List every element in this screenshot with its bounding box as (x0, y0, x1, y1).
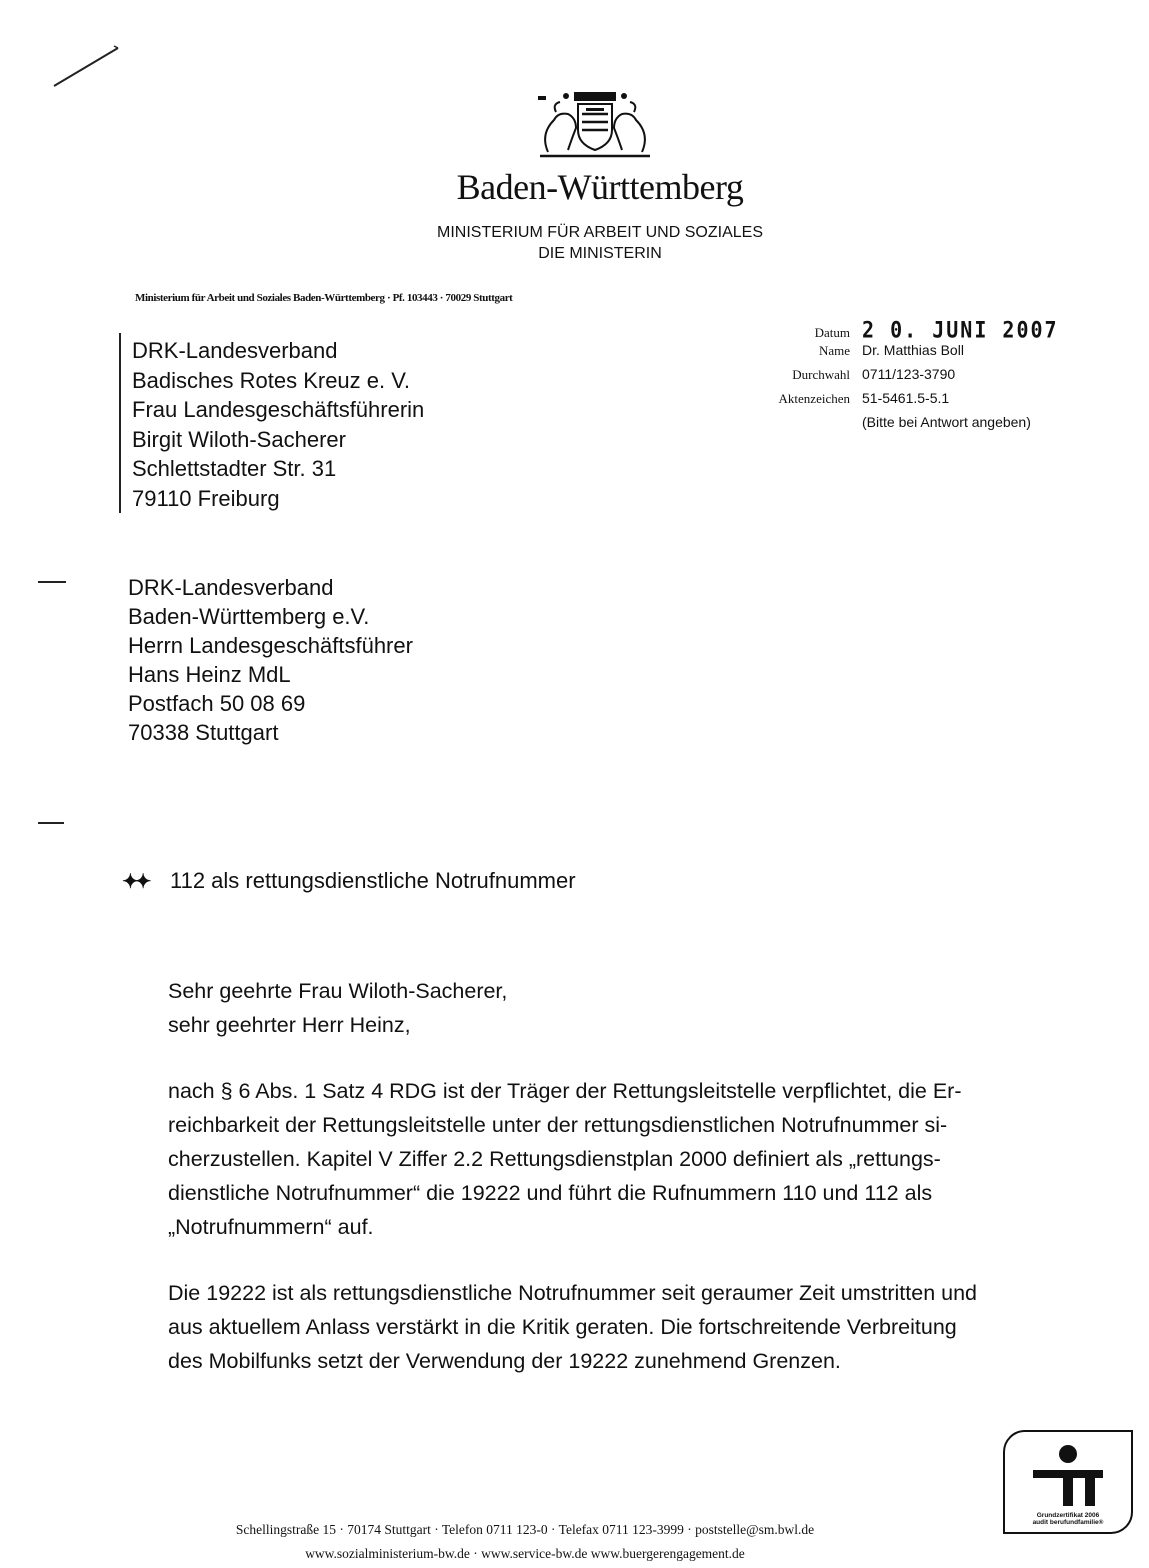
phone-value: 0711/123-3790 (862, 366, 956, 382)
text-line: reichbarkeit der Rettungsleitstelle unter der rettungsdienstlichen Notrufnummer si- (168, 1113, 948, 1137)
date-row (720, 318, 1120, 342)
text-line: cherzustellen. Kapitel V Ziffer 2.2 Rettungsdienstplan 2000 definiert als „rettungs- (168, 1147, 941, 1171)
name-value: Dr. Matthias Boll (862, 342, 964, 358)
address-line: Postfach 50 08 69 (128, 691, 306, 716)
address-line: 70338 Stuttgart (128, 720, 279, 745)
certificate-caption (1009, 1512, 1127, 1526)
audit-certificate-logo (1003, 1430, 1133, 1534)
address-line: Herrn Landesgeschäftsführer (128, 633, 413, 658)
return-address: Ministerium für Arbeit und Soziales Baden-Württemberg · Pf. 103443 · 70029 Stuttgart (135, 292, 513, 304)
salutation-line: Sehr geehrte Frau Wiloth-Sacherer, (168, 979, 508, 1003)
text-line: des Mobilfunks setzt der Verwendung der 19222 zunehmend Grenzen. (168, 1349, 841, 1373)
punch-mark (38, 822, 64, 824)
certificate-caption-line: audit berufundfamilie® (1032, 1519, 1104, 1526)
address-line: 79110 Freiburg (132, 485, 280, 511)
address-line: Badisches Rotes Kreuz e. V. (132, 367, 411, 393)
ministry-name: MINISTERIUM FÜR ARBEIT UND SOZIALES (437, 224, 763, 241)
text-line: nach § 6 Abs. 1 Satz 4 RDG ist der Träger der Rettungsleitstelle verpflichtet, die Er- (168, 1079, 962, 1103)
family-audit-icon (1005, 1440, 1131, 1510)
address-line: DRK-Landesverband (128, 575, 334, 600)
reference-row (720, 390, 1120, 414)
reference-label: Aktenzeichen (778, 391, 850, 406)
subject-text: 112 als rettungsdienstliche Notrufnummer (170, 868, 576, 893)
footer-web-line: www.sozialministerium-bw.de · www.service-bw.de www.buergerengagement.de (305, 1546, 745, 1561)
reference-note: (Bitte bei Antwort angeben) (862, 414, 1031, 430)
letter-footer (120, 1518, 930, 1566)
date-stamp: 2 0. JUNI 2007 (862, 316, 1059, 344)
subject-line (122, 868, 576, 894)
address-line: Hans Heinz MdL (128, 662, 291, 687)
ministry-header (300, 222, 900, 264)
paragraph (168, 1276, 1058, 1378)
letter-body (168, 974, 1058, 1410)
address-margin-line (119, 333, 121, 513)
coat-of-arms-icon (530, 90, 660, 162)
recipient-address-2 (128, 573, 413, 747)
date-label: Datum (814, 325, 850, 340)
text-line: dienstliche Notrufnummer“ die 19222 und führt die Rufnummern 110 und 112 als (168, 1181, 933, 1205)
recipient-address-1 (132, 336, 424, 513)
paragraph (168, 1074, 1058, 1244)
phone-label: Durchwahl (792, 367, 850, 382)
salutation-line: sehr geehrter Herr Heinz, (168, 1013, 411, 1037)
reference-value: 51-5461.5-5.1 (862, 390, 950, 406)
certificate-caption-line: Grundzertifikat 2006 (1036, 1512, 1100, 1519)
name-label: Name (818, 343, 850, 358)
phone-row (720, 366, 1120, 390)
address-line: Baden-Württemberg e.V. (128, 604, 370, 629)
address-line: Birgit Wiloth-Sacherer (132, 426, 346, 452)
footer-contact-line: Schellingstraße 15 · 70174 Stuttgart · Telefon 0711 123-0 · Telefax 0711 123-3999 · poststelle@sm.bwl.de (235, 1522, 815, 1537)
ministry-subtitle: DIE MINISTERIN (538, 245, 662, 262)
letter-metadata (720, 318, 1120, 430)
text-line: aus aktuellem Anlass verstärkt in die Kritik geraten. Die fortschreitende Verbreitung (168, 1315, 957, 1339)
name-row (720, 342, 1120, 366)
fold-mark (38, 581, 66, 583)
address-line: Schlettstadter Str. 31 (132, 456, 337, 481)
address-line: DRK-Landesverband (132, 338, 338, 363)
salutation (168, 974, 1058, 1042)
text-line: „Notrufnummern“ auf. (168, 1215, 374, 1239)
address-line: Frau Landesgeschäftsführerin (132, 397, 425, 422)
pen-stroke-mark (50, 42, 122, 90)
state-name-heading: Baden-Württemberg (456, 167, 744, 207)
text-line: Die 19222 ist als rettungsdienstliche Notrufnummer seit geraumer Zeit umstritten und (168, 1281, 978, 1305)
subject-marker-icon: ✦✦ (122, 871, 148, 893)
